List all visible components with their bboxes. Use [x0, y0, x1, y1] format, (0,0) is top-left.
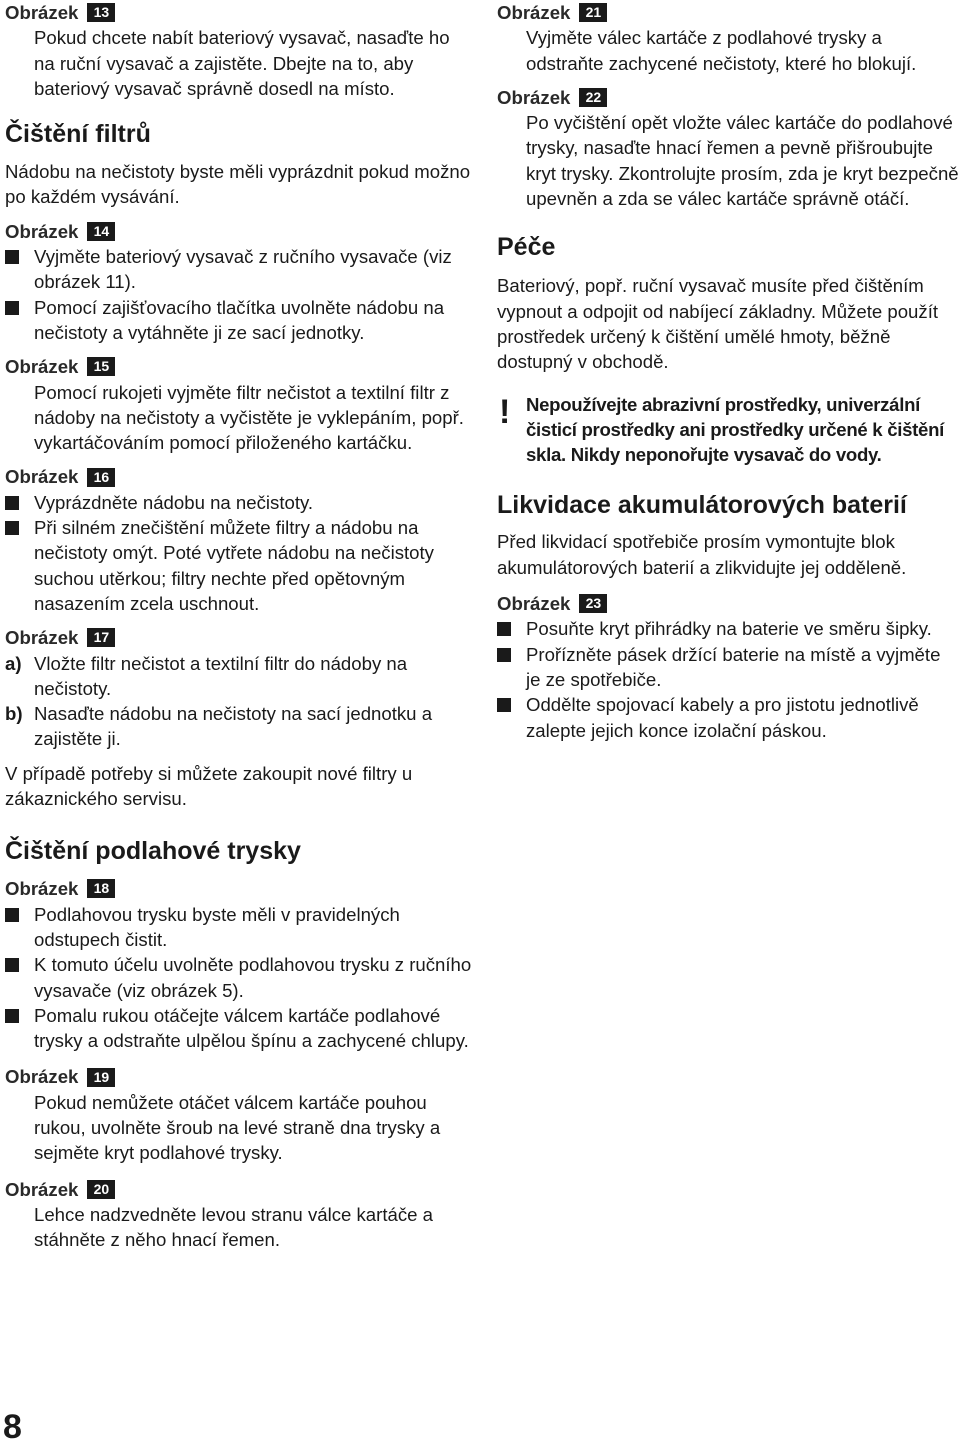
figure-number-badge: 15: [87, 357, 115, 376]
figure-17: [5, 625, 475, 751]
figure-label: Obrázek 17: [5, 625, 475, 650]
figure-label: Obrázek 13: [5, 0, 475, 25]
figure-number-badge: 13: [87, 3, 115, 22]
figure-number-badge: 14: [87, 222, 115, 241]
list-item: Pomocí zajišťovacího tlačítka uvolněte nádobu na nečistoty a vytáhněte ji ze sací jednotky.: [34, 295, 475, 346]
figure-13-text: Pokud chcete nabít bateriový vysavač, nasaďte ho na ruční vysavač a zajistěte. Dbejte na to, aby bateriový vysavač správně dosedl na místo.: [34, 27, 450, 99]
list-item: Posuňte kryt přihrádky na baterie ve směru šipky.: [526, 616, 959, 641]
step-letter: a): [5, 652, 22, 674]
list-item: Oddělte spojovací kabely a pro jistotu jednotlivě zalepte jejich konce izolační páskou.: [526, 692, 959, 743]
care-text: Bateriový, popř. ruční vysavač musíte před čištěním vypnout a odpojit od nabíjecí základny. Můžete použít prostředek určený k čištění umělé hmoty, běžně dostupný v obchodě.: [497, 275, 939, 373]
figure-16: [5, 464, 475, 616]
figure-22: [497, 85, 959, 211]
list-item: Podlahovou trysku byste měli v pravidelných odstupech čistit.: [34, 902, 475, 953]
step-item: b) Nasaďte nádobu na nečistoty na sací jednotku a zajistěte ji.: [5, 703, 433, 750]
warning-note: [499, 392, 959, 468]
step-item: a) Vložte filtr nečistot a textilní filtr do nádoby na nečistoty.: [5, 652, 408, 699]
disposal-text: Před likvidací spotřebiče prosím vymontujte blok akumulátorových baterií a zlikvidujte jej odděleně.: [497, 531, 907, 578]
figure-23: [497, 591, 959, 743]
list-item: Prořízněte pásek držící baterie na místě a vyjměte je ze spotřebiče.: [526, 642, 959, 693]
list-item: K tomuto účelu uvolněte podlahovou trysku z ručního vysavače (viz obrázek 5).: [34, 952, 475, 1003]
section-title-care: Péče: [497, 233, 556, 262]
figure-number-badge: 16: [87, 468, 115, 487]
figure-label: Obrázek 18: [5, 876, 475, 901]
list-item: Při silném znečištění můžete filtry a nádobu na nečistoty omýt. Poté vytřete nádobu na nečistoty suchou utěrkou; filtry nechte před opětovným nasazením zcela uschnout.: [34, 515, 475, 616]
figure-label: Obrázek 14: [5, 219, 475, 244]
figure-label: Obrázek 22: [497, 85, 959, 110]
filters-intro: Nádobu na nečistoty byste měli vyprázdnit pokud možno po každém vysávání.: [5, 161, 471, 208]
filters-outro: V případě potřeby si můžete zakoupit nové filtry u zákaznického servisu.: [5, 762, 413, 810]
figure-19-text: Pokud nemůžete otáčet válcem kartáče pouhou rukou, uvolněte šroub na levé straně dna trysky a sejměte kryt podlahové trysky.: [34, 1091, 441, 1164]
figure-number-badge: 17: [87, 628, 115, 647]
figure-15: [5, 354, 475, 455]
section-title-disposal: Likvidace akumulátorových baterií: [497, 491, 907, 520]
figure-15-text: Pomocí rukojeti vyjměte filtr nečistot a textilní filtr z nádoby na nečistoty a vyčistěte je vyklepáním, popř. vykartáčováním pomocí přiloženého kartáčku.: [34, 381, 464, 454]
figure-22-text: Po vyčištění opět vložte válec kartáče do podlahové trysky, nasaďte hnací řemen a pevně přišroubujte kryt trysky. Zkontrolujte prosím, zda je kryt bezpečně upevněn a zda se válec kartáče správně otáčí.: [526, 112, 959, 210]
list-item: Vyprázdněte nádobu na nečistoty.: [34, 490, 475, 515]
figure-13: [5, 0, 475, 101]
section-title-nozzle: Čištění podlahové trysky: [5, 837, 301, 866]
list-item: Pomalu rukou otáčejte válcem kartáče podlahové trysky a odstraňte ulpělou špínu a zachycené chlupy.: [34, 1003, 475, 1054]
figure-number-badge: 20: [87, 1180, 115, 1199]
figure-14: [5, 219, 475, 345]
figure-20-text: Lehce nadzvedněte levou stranu válce kartáče a stáhněte z něho hnací řemen.: [34, 1203, 433, 1251]
list-item: Vyjměte bateriový vysavač z ručního vysavače (viz obrázek 11).: [34, 244, 475, 295]
figure-label: Obrázek 16: [5, 464, 475, 489]
figure-number-badge: 23: [579, 594, 607, 613]
left-column: [5, 0, 475, 1252]
section-title-filters: Čištění filtrů: [5, 120, 151, 149]
figure-21: [497, 0, 959, 76]
warning-text: Nepoužívejte abrazivní prostředky, univerzální čisticí prostředky ani prostředky určené k čištění skla. Nikdy neponořujte vysavač do vody.: [526, 393, 944, 466]
exclamation-icon: !: [499, 392, 511, 431]
figure-19: [5, 1064, 475, 1165]
page-number: 8: [3, 1408, 22, 1446]
figure-number-badge: 22: [579, 88, 607, 107]
figure-number-badge: 21: [579, 3, 607, 22]
figure-20: [5, 1177, 475, 1253]
figure-label: Obrázek 21: [497, 0, 959, 25]
figure-label: Obrázek 23: [497, 591, 959, 616]
figure-number-badge: 18: [87, 879, 115, 898]
figure-label: Obrázek 15: [5, 354, 475, 379]
right-column: [497, 0, 959, 743]
figure-18: [5, 876, 475, 1053]
step-letter: b): [5, 703, 23, 725]
figure-21-text: Vyjměte válec kartáče z podlahové trysky a odstraňte zachycené nečistoty, které ho blokují.: [526, 27, 917, 74]
figure-label: Obrázek 20: [5, 1177, 475, 1202]
figure-label: Obrázek 19: [5, 1064, 475, 1089]
figure-number-badge: 19: [87, 1068, 115, 1087]
